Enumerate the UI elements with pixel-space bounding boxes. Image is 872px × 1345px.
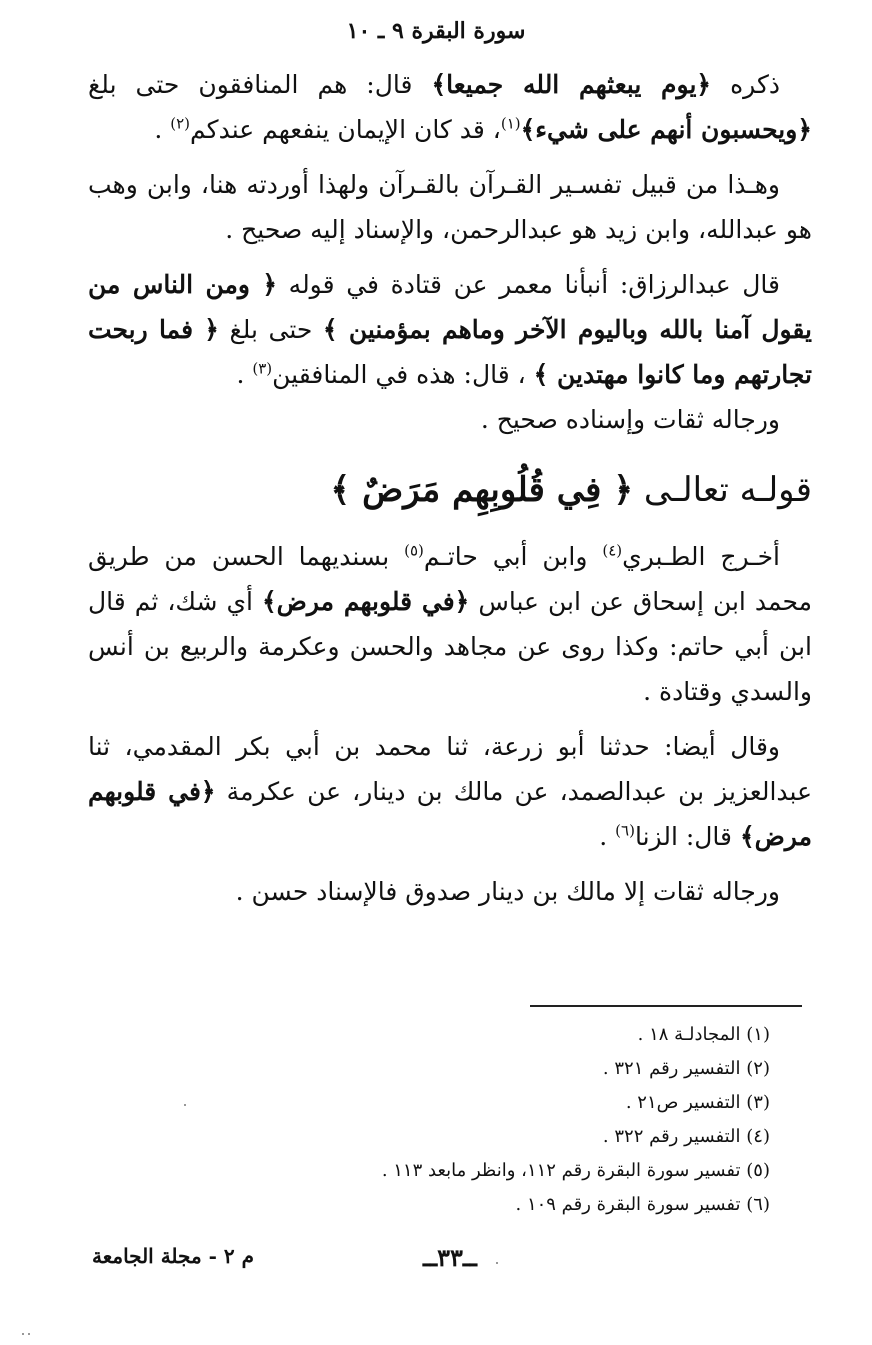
main-text	[88, 62, 812, 924]
text-span: وقال أيضا: حدثنا أبو زرعة، ثنا محمد بن أبي بكر المقدمي، ثنا عبدالعزيز بن عبدالصمد، عن مالك بن دينار، عن عكرمة	[88, 732, 812, 806]
running-header: سورة البقرة ٩ ـ ١٠	[346, 18, 526, 44]
page-number: ــ٣٣ــ	[423, 1243, 477, 1272]
paragraph-3	[88, 262, 812, 397]
text-span: أي شك، ثم قال ابن أبي حاتم: وكذا روى عن مجاهد والحسن وعكرمة والربيع بن أنس والسدي وقتادة .	[88, 587, 812, 706]
text-span: .	[236, 360, 253, 389]
footnote-ref: (٥)	[404, 541, 424, 560]
footnote-item: (٦) تفسير سورة البقرة رقم ١٠٩ .	[515, 1194, 770, 1215]
footnote-item: (١) المجادلـة ١٨ .	[637, 1024, 770, 1045]
text-span: ، قد كان الإيمان ينفعهم عندكم	[190, 115, 501, 144]
scan-speck	[184, 1104, 186, 1106]
paragraph-6	[88, 724, 812, 859]
section-heading	[88, 460, 812, 520]
footnote-ref: (٢)	[170, 114, 191, 133]
text-span: قال: الزنا	[634, 822, 740, 851]
text-span: بسنديهما الحسن من طريق محمد ابن إسحاق عن ابن عباس	[88, 542, 813, 616]
scan-speck	[28, 1333, 30, 1335]
paragraph-5	[88, 534, 812, 714]
heading-prefix: قولـه تعالـى	[633, 470, 812, 510]
text-span: وابن أبي حاتـم	[423, 542, 603, 571]
paragraph-2: وهـذا من قبيل تفسـير القـرآن بالقـرآن ولهذا أوردته هنا، وابن وهب هو عبدالله، وابن زيد هو عبدالرحمن، والإسناد إليه صحيح .	[88, 170, 812, 244]
text-span: .	[154, 115, 171, 144]
paragraph-4: ورجاله ثقات وإسناده صحيح .	[480, 405, 780, 434]
text-span: .	[599, 822, 616, 851]
footnote-ref: (٦)	[615, 821, 635, 840]
footnote-ref: (١)	[500, 114, 521, 133]
text-span: أخـرج الطـبري	[622, 542, 780, 571]
text-span: ذكره	[711, 70, 781, 99]
paragraph-1	[88, 62, 812, 152]
text-span: ، قال: هذه في المنافقين	[272, 360, 534, 389]
footnote-item: (٥) تفسير سورة البقرة رقم ١١٢، وانظر مابعد ١١٣ .	[381, 1160, 770, 1181]
quran-quote: ﴿ فما ربحت تجارتهم وما كانوا مهتدين ﴾	[88, 315, 812, 389]
footnote-item: (٤) التفسير رقم ٣٢٢ .	[602, 1126, 770, 1147]
text-span: قال: هم المنافقون حتى بلغ	[88, 70, 432, 99]
footnotes	[360, 1018, 770, 1222]
footnote-ref: (٣)	[252, 359, 273, 378]
scan-speck	[22, 1333, 24, 1335]
quran-quote: ﴿يوم يبعثهم الله جميعا﴾	[431, 70, 712, 99]
quran-quote: ﴿في قلوبهم مرض﴾	[88, 777, 812, 851]
footnote-divider	[530, 1005, 802, 1007]
quran-quote: ﴿ويحسبون أنهم على شيء﴾	[520, 115, 812, 144]
text-span: حتى بلغ	[218, 315, 323, 344]
text-span: قال عبدالرزاق: أنبأنا معمر عن قتادة في قوله	[277, 270, 780, 299]
footnote-item: (٣) التفسير ص٢١ .	[625, 1092, 770, 1113]
scan-speck	[496, 1262, 498, 1264]
quran-quote: ﴿ ومن الناس من يقول آمنا بالله وباليوم الآخر وماهم بمؤمنين ﴾	[88, 270, 812, 344]
footnote-ref: (٤)	[602, 541, 623, 560]
journal-signature: م ٢ - مجلة الجامعة	[92, 1244, 255, 1268]
quran-quote: ﴿في قلوبهم مرض﴾	[262, 587, 470, 616]
footnote-item: (٢) التفسير رقم ٣٢١ .	[602, 1058, 770, 1079]
paragraph-7: ورجاله ثقات إلا مالك بن دينار صدوق فالإسناد حسن .	[235, 877, 780, 906]
heading-quran-quote: ﴿ فِي قُلُوبِهِم مَرَضٌ ﴾	[330, 470, 634, 510]
